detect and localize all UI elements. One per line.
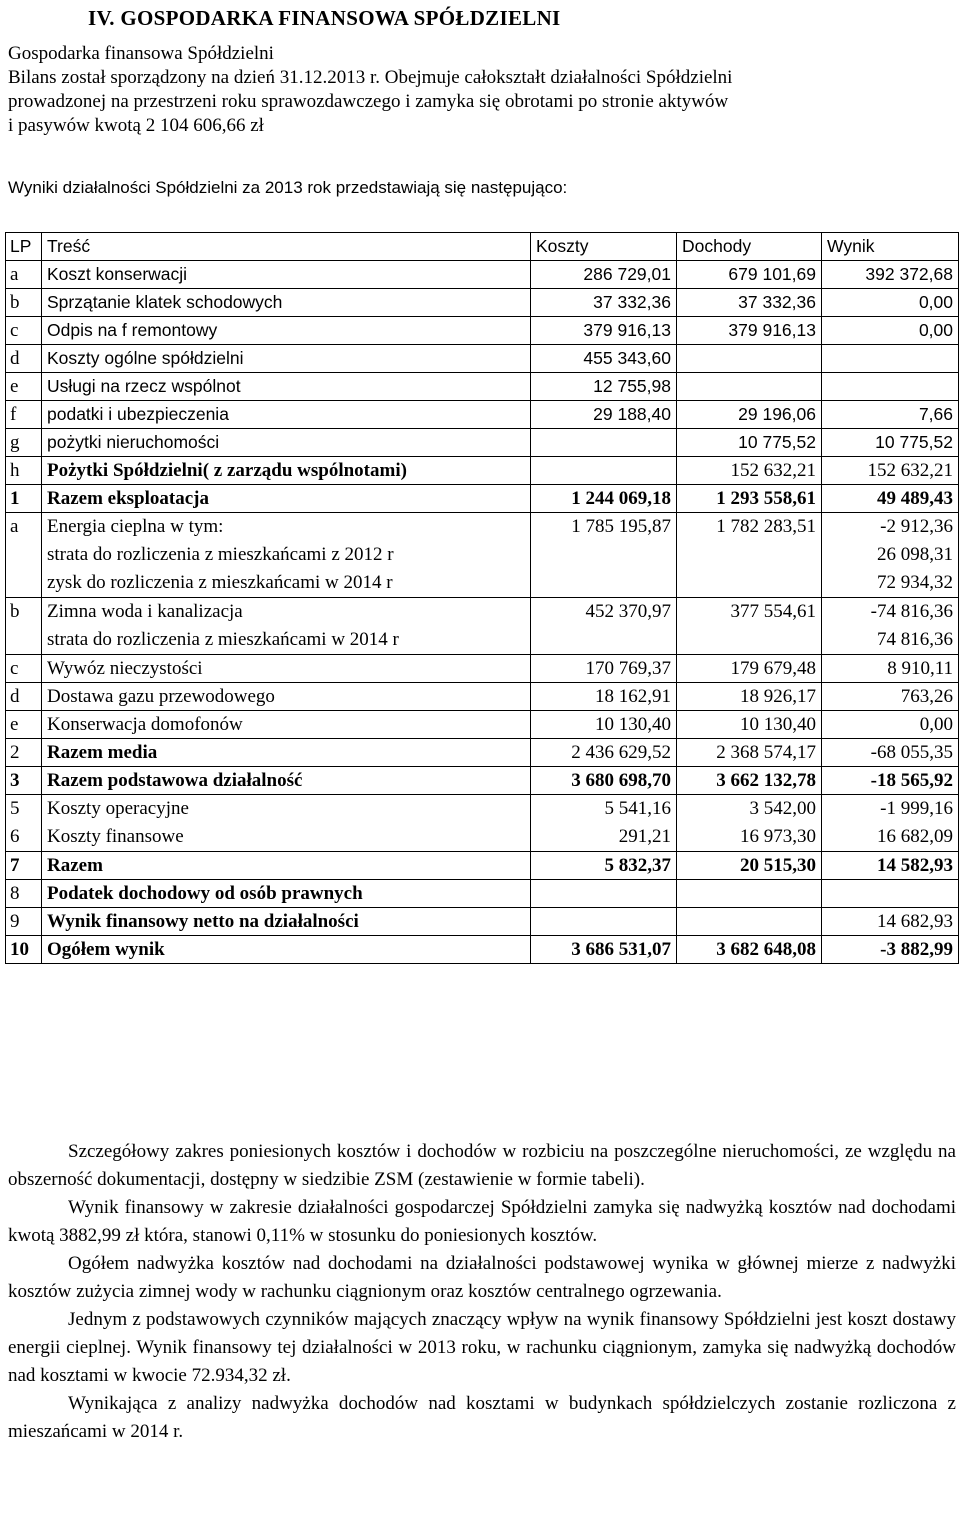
- row-koszty: [531, 345, 677, 373]
- lp-value: 8: [10, 883, 20, 904]
- row-description: [42, 852, 531, 880]
- description-text: Ogółem wynik: [47, 939, 165, 960]
- row-koszty: [531, 852, 677, 880]
- koszty-value: 2 436 629,52: [571, 742, 671, 763]
- wynik-value: 72 934,32: [877, 572, 953, 593]
- header-lp: LP: [6, 233, 42, 261]
- wynik-value: 392 372,68: [865, 264, 953, 284]
- koszty-value: 455 343,60: [583, 348, 671, 368]
- row-wynik: [822, 429, 959, 457]
- lp-value: g: [10, 432, 20, 453]
- paragraph-4: Jednym z podstawowych czynników mających znaczący wpływ na wynik finansowy Spółdzielni jest koszt dostawy energii cieplnej. Wynik finansowy tej działalności w 2013 roku, w rachunku ciągnionym, zamyka się nadwyżką dochodów nad kosztami w kwocie 72.934,32 zł.: [8, 1309, 956, 1386]
- row-description: [42, 908, 531, 936]
- description-text: Zimna woda i kanalizacja: [47, 601, 243, 622]
- koszty-value: 12 755,98: [593, 376, 671, 396]
- lp-value: 5: [10, 798, 20, 819]
- row-koszty: [531, 598, 677, 655]
- row-koszty: [531, 317, 677, 345]
- row-wynik: [822, 261, 959, 289]
- row-lp: [6, 373, 42, 401]
- dochody-value: 179 679,48: [730, 658, 816, 679]
- description-text: Dostawa gazu przewodowego: [47, 686, 275, 707]
- row-dochody: [677, 373, 822, 401]
- row-wynik: [822, 852, 959, 880]
- paragraph-5: Wynikająca z analizy nadwyżka dochodów nad kosztami w budynkach spółdzielczych zostanie rozliczona z mieszańcami w 2014 r.: [8, 1393, 956, 1442]
- koszty-value: 5 832,37: [604, 855, 671, 876]
- row-lp: [6, 513, 42, 598]
- lp-value: 3: [10, 770, 20, 791]
- description-text: Razem media: [47, 742, 158, 763]
- wynik-value: 763,26: [900, 686, 953, 707]
- row-koszty: [531, 908, 677, 936]
- section-heading: IV. GOSPODARKA FINANSOWA SPÓŁDZIELNI: [88, 6, 561, 30]
- dochody-value: 10 775,52: [738, 432, 816, 452]
- row-description: [42, 683, 531, 711]
- table-row: [6, 880, 959, 908]
- row-koszty: [531, 373, 677, 401]
- row-lp: [6, 485, 42, 513]
- wynik-value: 14 582,93: [877, 855, 953, 876]
- koszty-value: 3 686 531,07: [571, 939, 671, 960]
- row-wynik: [822, 655, 959, 683]
- lp-value: a: [10, 264, 19, 285]
- lp-value: e: [10, 376, 19, 397]
- row-koszty: [531, 711, 677, 739]
- koszty-value: 37 332,36: [593, 292, 671, 312]
- row-wynik: [822, 767, 959, 795]
- row-lp: [6, 261, 42, 289]
- table-row: [6, 429, 959, 457]
- description-text: Podatek dochodowy od osób prawnych: [47, 883, 363, 904]
- row-description: [42, 457, 531, 485]
- koszty-value: 379 916,13: [583, 320, 671, 340]
- wynik-value: 0,00: [919, 714, 953, 735]
- koszty-value: 29 188,40: [593, 404, 671, 424]
- row-wynik: [822, 908, 959, 936]
- row-koszty: [531, 513, 677, 598]
- dochody-value: 18 926,17: [740, 686, 816, 707]
- header-koszty: Koszty: [531, 233, 677, 261]
- header-dochody: Dochody: [677, 233, 822, 261]
- row-dochody: [677, 655, 822, 683]
- dochody-value: 377 554,61: [730, 601, 816, 622]
- row-wynik: [822, 598, 959, 655]
- koszty-value: 18 162,91: [595, 686, 671, 707]
- description-text: Usługi na rzecz wspólnot: [47, 376, 241, 396]
- row-wynik: [822, 345, 959, 373]
- table-row: [6, 795, 959, 852]
- description-text: Koszty finansowe: [47, 826, 184, 847]
- row-dochody: [677, 852, 822, 880]
- description-text: Odpis na f remontowy: [47, 320, 218, 340]
- table-row: [6, 598, 959, 655]
- row-wynik: [822, 795, 959, 852]
- row-wynik: [822, 485, 959, 513]
- row-description: [42, 767, 531, 795]
- dochody-value: 37 332,36: [738, 292, 816, 312]
- row-description: [42, 598, 531, 655]
- row-dochody: [677, 936, 822, 964]
- table-row: [6, 655, 959, 683]
- row-dochody: [677, 908, 822, 936]
- lp-value: 7: [10, 855, 20, 876]
- koszty-value: 10 130,40: [595, 714, 671, 735]
- row-description: [42, 373, 531, 401]
- intro-line-2: Bilans został sporządzony na dzień 31.12.2013 r. Obejmuje całokształt działalności Spółdzielni: [8, 67, 733, 88]
- koszty-value: 286 729,01: [583, 264, 671, 284]
- row-description: [42, 880, 531, 908]
- row-description: [42, 655, 531, 683]
- header-wynik: Wynik: [822, 233, 959, 261]
- wynik-value: 7,66: [918, 404, 953, 424]
- row-wynik: [822, 401, 959, 429]
- table-row: [6, 485, 959, 513]
- lp-value: e: [10, 714, 19, 735]
- row-dochody: [677, 401, 822, 429]
- row-lp: [6, 289, 42, 317]
- description-text: Pożytki Spółdzielni( z zarządu wspólnotami): [47, 460, 407, 481]
- wynik-value: 49 489,43: [877, 488, 953, 509]
- row-lp: [6, 936, 42, 964]
- row-lp: [6, 683, 42, 711]
- description-text: Razem eksploatacja: [47, 488, 209, 509]
- row-koszty: [531, 683, 677, 711]
- row-koszty: [531, 739, 677, 767]
- row-wynik: [822, 289, 959, 317]
- wynik-value: -18 565,92: [870, 770, 953, 791]
- dochody-value: 3 682 648,08: [716, 939, 816, 960]
- row-koszty: [531, 485, 677, 513]
- wynik-value: 10 775,52: [875, 432, 953, 452]
- intro-line-4: i pasywów kwotą 2 104 606,66 zł: [8, 115, 264, 136]
- row-description: [42, 429, 531, 457]
- row-description: [42, 401, 531, 429]
- lp-value: c: [10, 320, 19, 341]
- row-lp: [6, 795, 42, 852]
- row-lp: [6, 739, 42, 767]
- lp-value: c: [10, 658, 19, 679]
- row-description: [42, 345, 531, 373]
- row-description: [42, 261, 531, 289]
- dochody-value: 3 662 132,78: [716, 770, 816, 791]
- row-dochody: [677, 683, 822, 711]
- wynik-value: 0,00: [918, 320, 953, 340]
- row-lp: [6, 767, 42, 795]
- row-dochody: [677, 598, 822, 655]
- description-text: Koszty ogólne spółdzielni: [47, 348, 244, 368]
- row-dochody: [677, 261, 822, 289]
- row-wynik: [822, 683, 959, 711]
- row-koszty: [531, 880, 677, 908]
- lp-value: 2: [10, 742, 20, 763]
- table-row: [6, 345, 959, 373]
- row-dochody: [677, 457, 822, 485]
- row-wynik: [822, 936, 959, 964]
- row-description: [42, 936, 531, 964]
- table-row: [6, 289, 959, 317]
- wynik-value: -1 999,16: [880, 798, 953, 819]
- wynik-value: 26 098,31: [877, 544, 953, 565]
- table-row: [6, 261, 959, 289]
- dochody-value: 29 196,06: [738, 404, 816, 424]
- wynik-value: 16 682,09: [877, 826, 953, 847]
- summary-text: [8, 1138, 956, 1446]
- table-row: [6, 852, 959, 880]
- results-intro: Wyniki działalności Spółdzielni za 2013 rok przedstawiają się następująco:: [8, 178, 568, 197]
- table-row: [6, 457, 959, 485]
- row-dochody: [677, 739, 822, 767]
- koszty-value: 3 680 698,70: [571, 770, 671, 791]
- row-description: [42, 289, 531, 317]
- description-text: podatki i ubezpieczenia: [47, 404, 229, 424]
- description-text: Koszty operacyjne: [47, 798, 189, 819]
- table-row: [6, 401, 959, 429]
- wynik-value: -3 882,99: [880, 939, 953, 960]
- table-row: [6, 767, 959, 795]
- koszty-value: 291,21: [618, 826, 671, 847]
- intro-line-1: Gospodarka finansowa Spółdzielni: [8, 43, 274, 64]
- row-wynik: [822, 457, 959, 485]
- table-row: [6, 317, 959, 345]
- table-row: [6, 683, 959, 711]
- row-lp: [6, 457, 42, 485]
- description-text: strata do rozliczenia z mieszkańcami w 2014 r: [47, 629, 399, 650]
- table-row: [6, 908, 959, 936]
- row-description: [42, 795, 531, 852]
- financial-results-table: [5, 232, 959, 964]
- lp-value: b: [10, 292, 20, 313]
- table-row: [6, 739, 959, 767]
- wynik-value: -2 912,36: [880, 516, 953, 537]
- row-lp: [6, 711, 42, 739]
- row-dochody: [677, 429, 822, 457]
- table-row: [6, 711, 959, 739]
- row-wynik: [822, 739, 959, 767]
- description-text: Wywóz nieczystości: [47, 658, 203, 679]
- description-text: Energia cieplna w tym:: [47, 516, 224, 537]
- lp-value: h: [10, 460, 20, 481]
- row-dochody: [677, 767, 822, 795]
- dochody-value: 152 632,21: [730, 460, 816, 481]
- row-lp: [6, 908, 42, 936]
- description-text: Konserwacja domofonów: [47, 714, 243, 735]
- dochody-value: 1 782 283,51: [716, 516, 816, 537]
- lp-value: 10: [10, 939, 29, 960]
- header-tresc: Treść: [42, 233, 531, 261]
- row-dochody: [677, 289, 822, 317]
- dochody-value: 679 101,69: [728, 264, 816, 284]
- description-text: Razem: [47, 855, 103, 876]
- row-koszty: [531, 795, 677, 852]
- description-text: Sprzątanie klatek schodowych: [47, 292, 283, 312]
- dochody-value: 20 515,30: [740, 855, 816, 876]
- lp-value: 9: [10, 911, 20, 932]
- row-dochody: [677, 317, 822, 345]
- table-row: [6, 936, 959, 964]
- koszty-value: 452 370,97: [585, 601, 671, 622]
- row-lp: [6, 317, 42, 345]
- row-lp: [6, 429, 42, 457]
- wynik-value: -74 816,36: [870, 601, 953, 622]
- row-wynik: [822, 880, 959, 908]
- description-text: pożytki nieruchomości: [47, 432, 220, 452]
- row-koszty: [531, 936, 677, 964]
- lp-value: f: [10, 404, 17, 425]
- row-koszty: [531, 289, 677, 317]
- koszty-value: 5 541,16: [604, 798, 671, 819]
- row-lp: [6, 401, 42, 429]
- row-lp: [6, 880, 42, 908]
- row-dochody: [677, 880, 822, 908]
- row-koszty: [531, 457, 677, 485]
- row-koszty: [531, 655, 677, 683]
- dochody-value: 2 368 574,17: [716, 742, 816, 763]
- description-text: Wynik finansowy netto na działalności: [47, 911, 359, 932]
- row-description: [42, 711, 531, 739]
- row-wynik: [822, 711, 959, 739]
- koszty-value: 170 769,37: [585, 658, 671, 679]
- description-text: Razem podstawowa działalność: [47, 770, 303, 791]
- intro-line-3: prowadzonej na przestrzeni roku sprawozdawczego i zamyka się obrotami po stronie aktywów: [8, 91, 729, 112]
- dochody-value: 16 973,30: [740, 826, 816, 847]
- description-text: zysk do rozliczenia z mieszkańcami w 2014 r: [47, 572, 393, 593]
- row-wynik: [822, 373, 959, 401]
- row-lp: [6, 345, 42, 373]
- row-lp: [6, 852, 42, 880]
- paragraph-1: Szczegółowy zakres poniesionych kosztów i dochodów w rozbiciu na poszczególne nieruchomości, ze względu na obszerność dokumentacji, dostępny w siedzibie ZSM (zestawienie w formie tabeli).: [8, 1141, 956, 1190]
- row-description: [42, 317, 531, 345]
- row-koszty: [531, 429, 677, 457]
- lp-value: d: [10, 348, 20, 369]
- row-dochody: [677, 485, 822, 513]
- table-row: [6, 513, 959, 598]
- paragraph-2: Wynik finansowy w zakresie działalności gospodarczej Spółdzielni zamyka się nadwyżką kosztów nad dochodami kwotą 3882,99 zł która, stanowi 0,11% w stosunku do poniesionych kosztów.: [8, 1197, 956, 1246]
- paragraph-3: Ogółem nadwyżka kosztów nad dochodami na działalności podstawowej wynika w głównej mierze z nadwyżki kosztów zużycia zimnej wody w rachunku ciągnionym oraz kosztów centralnego ogrzewania.: [8, 1253, 956, 1302]
- table-header-row: [6, 233, 959, 261]
- wynik-value: 152 632,21: [867, 460, 953, 481]
- wynik-value: 0,00: [918, 292, 953, 312]
- row-dochody: [677, 513, 822, 598]
- dochody-value: 1 293 558,61: [716, 488, 816, 509]
- table-row: [6, 373, 959, 401]
- row-description: [42, 485, 531, 513]
- row-wynik: [822, 317, 959, 345]
- lp-value: 1: [10, 488, 20, 509]
- koszty-value: 1 785 195,87: [571, 516, 671, 537]
- row-lp: [6, 655, 42, 683]
- row-description: [42, 739, 531, 767]
- wynik-value: -68 055,35: [870, 742, 953, 763]
- wynik-value: 14 682,93: [877, 911, 953, 932]
- koszty-value: 1 244 069,18: [571, 488, 671, 509]
- row-lp: [6, 598, 42, 655]
- wynik-value: 8 910,11: [887, 658, 953, 679]
- row-dochody: [677, 711, 822, 739]
- lp-value: d: [10, 686, 20, 707]
- dochody-value: 3 542,00: [749, 798, 816, 819]
- row-wynik: [822, 513, 959, 598]
- description-text: strata do rozliczenia z mieszkańcami z 2012 r: [47, 544, 394, 565]
- dochody-value: 10 130,40: [740, 714, 816, 735]
- lp-value: 6: [10, 826, 20, 847]
- row-koszty: [531, 401, 677, 429]
- row-koszty: [531, 261, 677, 289]
- row-koszty: [531, 767, 677, 795]
- row-description: [42, 513, 531, 598]
- wynik-value: 74 816,36: [877, 629, 953, 650]
- row-dochody: [677, 795, 822, 852]
- dochody-value: 379 916,13: [728, 320, 816, 340]
- lp-value: b: [10, 601, 20, 622]
- row-dochody: [677, 345, 822, 373]
- description-text: Koszt konserwacji: [47, 264, 188, 284]
- lp-value: a: [10, 516, 19, 537]
